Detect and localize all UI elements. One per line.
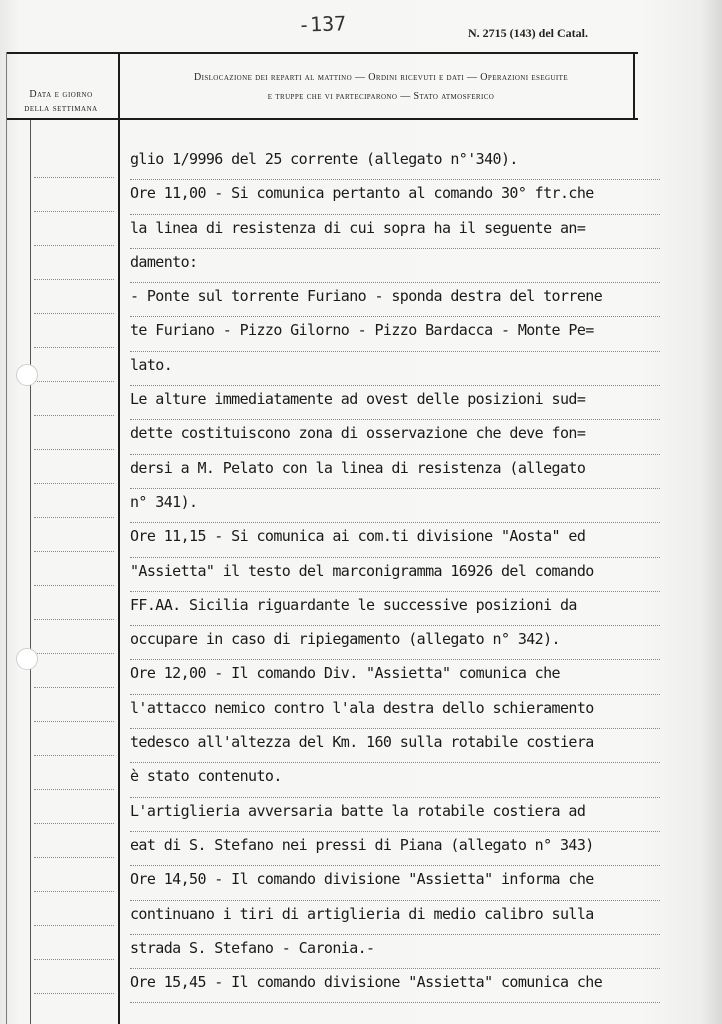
typed-line: L'artiglieria avversaria batte la rotabile costiera ad [130,798,660,832]
punch-hole-top [16,364,38,386]
date-row-line [34,993,114,994]
typed-line: dersi a M. Pelato con la linea di resistenza (allegato [130,455,660,489]
typed-line: Ore 12,00 - Il comando Div. "Assietta" comunica che [130,660,660,694]
date-row-line [34,483,114,484]
typed-line: Ore 14,50 - Il comando divisione "Assietta" informa che [130,866,660,900]
date-row-line [34,449,114,450]
date-row-line [34,687,114,688]
page-left-edge [6,52,7,1024]
date-row-line [34,891,114,892]
typed-line: FF.AA. Sicilia riguardante le successive posizioni da [130,592,660,626]
date-row-line [34,789,114,790]
header-bottom-rule [6,118,638,120]
typed-line: dette costituiscono zona di osservazione che deve fon= [130,420,660,454]
typed-line: tedesco all'altezza del Km. 160 sulla rotabile costiera [130,729,660,763]
typed-line: - Ponte sul torrente Furiano - sponda destra del torrene [130,283,660,317]
date-row-line [34,925,114,926]
page-number-handwritten: -137 [297,11,347,37]
date-row-line [34,959,114,960]
typed-line: la linea di resistenza di cui sopra ha il seguente an= [130,215,660,249]
inner-left-rule [30,120,31,1024]
date-row-line [34,211,114,212]
date-row-line [34,517,114,518]
typed-line: damento: [130,249,660,283]
column-divider [118,52,120,1024]
date-row-line [34,619,114,620]
left-header-line2: della settimana [24,103,98,114]
date-row-line [34,313,114,314]
typed-line: Ore 11,00 - Si comunica pertanto al comando 30° ftr.che [130,180,660,214]
date-row-line [34,245,114,246]
date-row-line [34,381,114,382]
left-column-header [6,88,116,116]
header-top-rule [6,52,638,54]
typed-line: "Assietta" il testo del marconigramma 16926 del comando [130,558,660,592]
date-row-line [34,177,114,178]
typed-line: strada S. Stefano - Caronia.- [130,935,660,969]
typed-line: è stato contenuto. [130,763,660,797]
date-row-line [34,415,114,416]
date-row-line [34,755,114,756]
typed-line: Ore 15,45 - Il comando divisione "Assietta" comunica che [130,969,660,1003]
typed-line: glio 1/9996 del 25 corrente (allegato n°'340). [130,146,660,180]
typed-line: n° 341). [130,489,660,523]
typed-line: continuano i tiri di artiglieria di medio calibro sulla [130,901,660,935]
date-row-line [34,551,114,552]
typed-line: te Furiano - Pizzo Gilorno - Pizzo Bardacca - Monte Pe= [130,317,660,351]
typed-line: Ore 11,15 - Si comunica ai com.ti divisione "Aosta" ed [130,523,660,557]
typed-line: eat di S. Stefano nei pressi di Piana (allegato n° 343) [130,832,660,866]
date-row-line [34,823,114,824]
left-header-line1: Data e giorno [29,89,93,100]
date-row-line [34,857,114,858]
date-row-line [34,585,114,586]
right-column-header [128,68,634,106]
typed-line: lato. [130,352,660,386]
date-row-line [34,347,114,348]
typed-line: l'attacco nemico contro l'ala destra dello schieramento [130,695,660,729]
typed-line: Le alture immediatamente ad ovest delle posizioni sud= [130,386,660,420]
date-row-line [34,279,114,280]
right-header-line2: e truppe che vi parteciparono — Stato atmosferico [267,91,495,102]
right-header-line1: Dislocazione dei reparti al mattino — Ordini ricevuti e dati — Operazioni eseguite [193,72,569,83]
date-row-line [34,653,114,654]
typed-entries [130,146,660,1003]
date-row-line [34,721,114,722]
catalog-number: N. 2715 (143) del Catal. [468,26,588,40]
punch-hole-bottom [16,648,38,670]
typed-line: occupare in caso di ripiegamento (allegato n° 342). [130,626,660,660]
